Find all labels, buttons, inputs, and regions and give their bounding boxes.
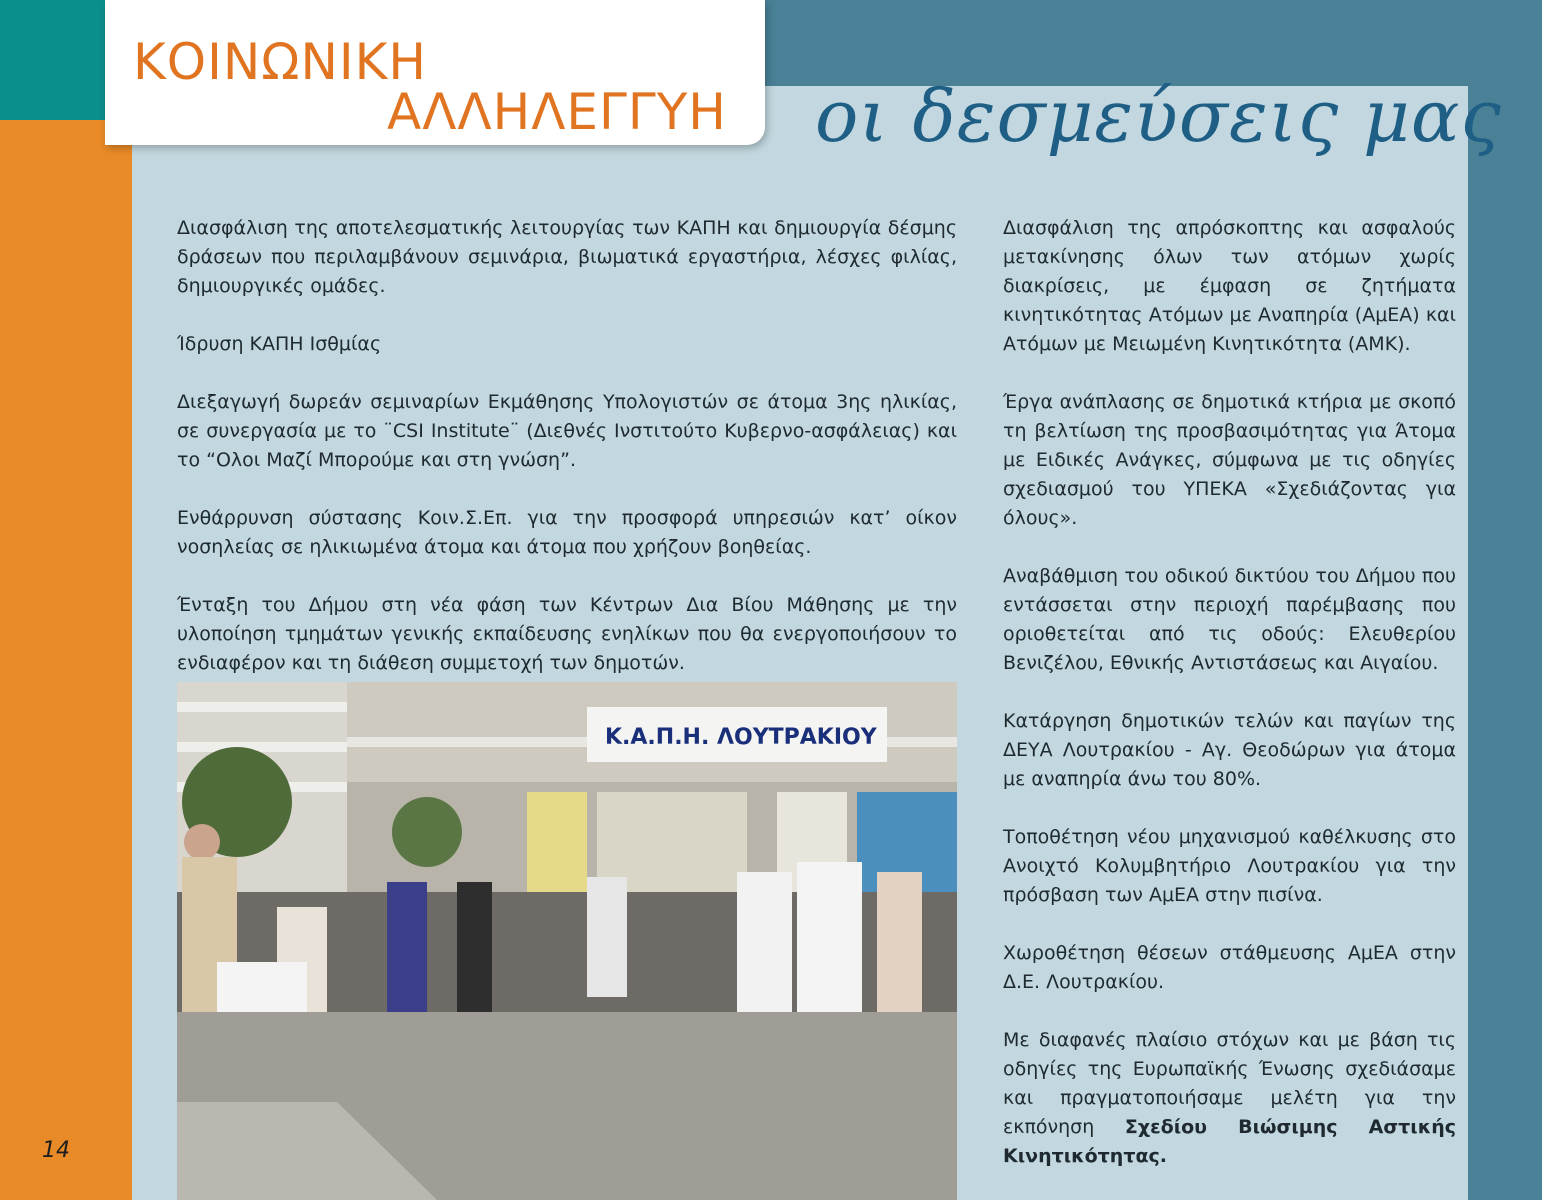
- paragraph: Χωροθέτηση θέσεων στάθμευσης ΑμΕΑ στην Δ.Ε. Λουτρακίου.: [1003, 942, 1456, 993]
- paragraph: Τοποθέτηση νέου μηχανισμού καθέλκυσης στο Ανοιχτό Κολυμβητήριο Λουτρακίου για την πρόσβαση των ΑμΕΑ στην πισίνα.: [1003, 826, 1456, 906]
- closing-bold-text: Σχεδίου Βιώσιμης Αστικής Κινητικότητας.: [1003, 1116, 1457, 1167]
- paragraph: Ένταξη του Δήμου στη νέα φάση των Κέντρων Δια Βίου Μάθησης με την υλοποίηση τμημάτων γενικής εκπαίδευσης ενηλίκων που θα ενεργοποιήσουν το ενδιαφέρον και τη διάθεση συμμετοχή των δημοτών.: [177, 594, 957, 674]
- right-text-column: [1003, 214, 1456, 1171]
- photo-sign-text: Κ.Α.Π.Η. ΛΟΥΤΡΑΚΙΟΥ: [605, 725, 877, 750]
- section-title-line1: ΚΟΙΝΩΝΙΚΗ: [133, 33, 428, 91]
- section-title-line2: ΑΛΛΗΛΕΓΓΥΗ: [387, 83, 727, 141]
- section-title-card: [105, 0, 765, 145]
- orange-side-strip: [0, 120, 132, 1200]
- paragraph: Ενθάρρυνση σύστασης Κοιν.Σ.Επ. για την προσφορά υπηρεσιών κατ’ οίκον νοσηλείας σε ηλικιωμένα άτομα και άτομα που χρήζουν βοηθείας.: [177, 507, 957, 558]
- paragraph: Διασφάλιση της απρόσκοπτης και ασφαλούς μετακίνησης όλων των ατόμων χωρίς διακρίσεις, με έμφαση σε ζητήματα κινητικότητας Ατόμων με Αναπηρία (ΑμΕΑ) και Ατόμων με Μειωμένη Κινητικότητα (ΑΜΚ).: [1003, 217, 1456, 355]
- event-photo-illustration: [177, 682, 957, 1200]
- paragraph: Αναβάθμιση του οδικού δικτύου του Δήμου που εντάσσεται στην περιοχή παρέμβασης που οριοθετείται από τις οδούς: Ελευθερίου Βενιζέλου, Εθνικής Αντιστάσεως και Αιγαίου.: [1003, 565, 1456, 674]
- paragraph: Έργα ανάπλασης σε δημοτικά κτήρια με σκοπό τη βελτίωση της προσβασιμότητας για Άτομα με Ειδικές Ανάγκες, σύμφωνα με τις οδηγίες σχεδιασμού του ΥΠΕΚΑ «Σχεδιάζοντας για όλους».: [1003, 391, 1456, 529]
- page-number: 14: [42, 1138, 70, 1163]
- event-photo: [177, 682, 957, 1200]
- closing-paragraph: [1003, 1026, 1456, 1171]
- paragraph: Διεξαγωγή δωρεάν σεμιναρίων Εκμάθησης Υπολογιστών σε άτομα 3ης ηλικίας, σε συνεργασία με το ¨CSI Institute¨ (Διεθνές Ινστιτούτο Κυβερνο-ασφάλειας) και το “Ολοι Μαζί Μπορούμε και στη γνώση”.: [177, 391, 957, 471]
- paragraph: Διασφάλιση της αποτελεσματικής λειτουργίας των ΚΑΠΗ και δημιουργία δέσμης δράσεων που περιλαμβάνουν σεμινάρια, βιωματικά εργαστήρια, λέσχες φιλίας, δημιουργικές ομάδες.: [177, 217, 957, 297]
- left-text-column: [177, 214, 957, 678]
- paragraph: Κατάργηση δημοτικών τελών και παγίων της ΔΕΥΑ Λουτρακίου - Αγ. Θεοδώρων για άτομα με αναπηρία άνω του 80%.: [1003, 710, 1456, 790]
- commitments-heading: οι δεσμεύσεις μας: [815, 74, 1502, 158]
- closing-text: Με διαφανές πλαίσιο στόχων και με βάση τις οδηγίες της Ευρωπαϊκής Ένωσης σχεδιάσαμε και πραγματοποιήσαμε μελέτη για την εκπόνηση: [1003, 1029, 1456, 1138]
- paragraph: Ίδρυση ΚΑΠΗ Ισθμίας: [177, 333, 382, 355]
